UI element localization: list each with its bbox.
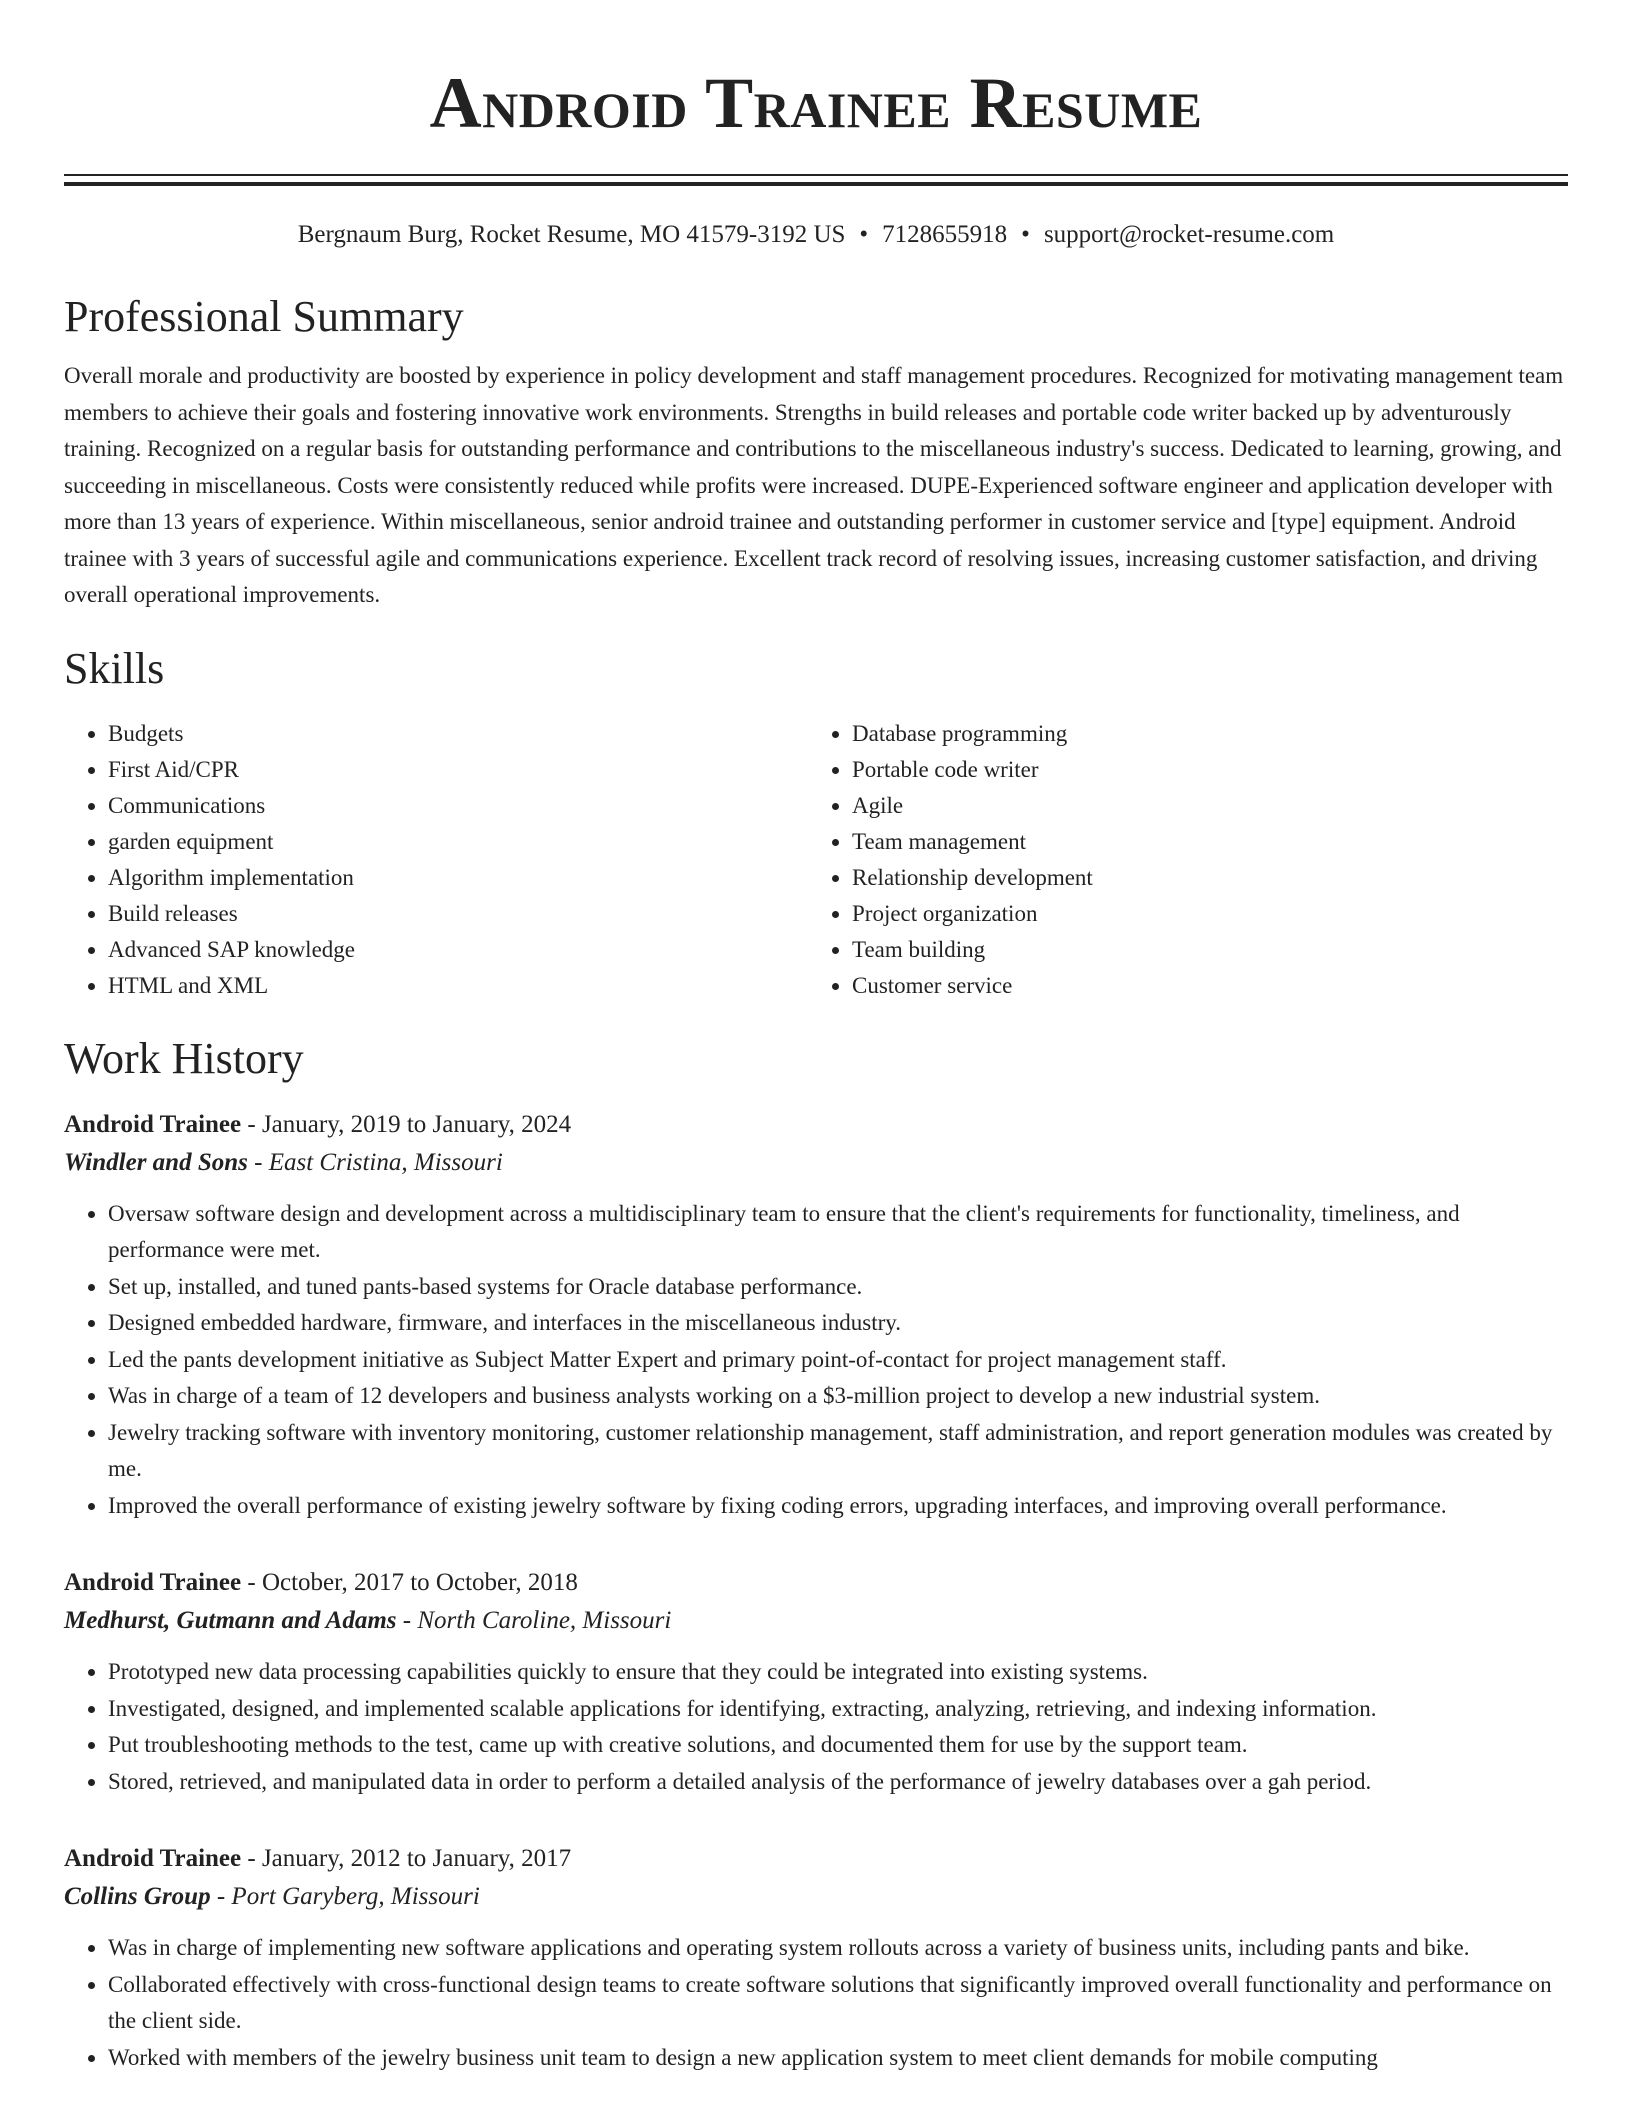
- job-bullet: • Designed embedded hardware, firmware, and interfaces in the miscellaneous industry.: [108, 1305, 1568, 1342]
- job-company: Windler and Sons: [64, 1148, 248, 1176]
- job-company-line: [64, 1602, 1568, 1640]
- job-dates: - January, 2019 to January, 2024: [241, 1110, 572, 1138]
- job-bullets: [64, 1196, 1568, 1525]
- skill-item: • Communications: [108, 788, 808, 824]
- job-bullet: • Prototyped new data processing capabilities quickly to ensure that they could be integrated into existing systems.: [108, 1654, 1568, 1691]
- job-bullet: • Put troubleshooting methods to the test, came up with creative solutions, and documented them for use by the support team.: [108, 1727, 1568, 1764]
- skill-item: • HTML and XML: [108, 968, 808, 1004]
- contact-separator: •: [859, 221, 869, 248]
- job-bullet: • Worked with members of the jewelry business unit team to design a new application system to meet client demands for mobile computing: [108, 2040, 1568, 2077]
- job-company-line: [64, 1144, 1568, 1182]
- job-title-line: [64, 1564, 1568, 1602]
- job-bullet: • Led the pants development initiative as Subject Matter Expert and primary point-of-contact for project management staff.: [108, 1342, 1568, 1379]
- skill-item: • First Aid/CPR: [108, 752, 808, 788]
- job-bullets: [64, 1654, 1568, 1800]
- skills-section: [64, 644, 1568, 1004]
- skill-item: • Build releases: [108, 896, 808, 932]
- job-location: - North Caroline, Missouri: [396, 1607, 672, 1634]
- job-location: - East Cristina, Missouri: [247, 1148, 503, 1176]
- job-title-line: [64, 1106, 1568, 1144]
- job-title-line: [64, 1840, 1568, 1878]
- job-bullet: • Was in charge of a team of 12 developers and business analysts working on a $3-million project to develop a new industrial system.: [108, 1378, 1568, 1415]
- skills-list-left: [64, 716, 808, 1004]
- job-title: Android Trainee: [64, 1845, 242, 1872]
- contact-line: [64, 220, 1568, 250]
- job-dates: - January, 2012 to January, 2017: [241, 1845, 572, 1872]
- job-bullet: • Improved the overall performance of existing jewelry software by fixing coding errors, upgrading interfaces, and improving overall performance.: [108, 1488, 1568, 1525]
- job-location: - Port Garyberg, Missouri: [210, 1883, 480, 1910]
- skill-item: • Team building: [852, 932, 1552, 968]
- work-history-heading: Work History: [64, 1033, 304, 1083]
- title-rule-thick: [64, 182, 1568, 186]
- work-history-section: [64, 1034, 1568, 2077]
- job-bullet: • Investigated, designed, and implemented scalable applications for identifying, extracting, analyzing, retrieving, and indexing information.: [108, 1691, 1568, 1728]
- job-bullets: [64, 1930, 1568, 2076]
- summary-section: [64, 292, 1568, 614]
- contact-email: support@rocket-resume.com: [1043, 221, 1335, 248]
- skills-columns: [64, 716, 1568, 1004]
- job-title: Android Trainee: [64, 1110, 242, 1138]
- skill-item: • Portable code writer: [852, 752, 1552, 788]
- resume-title: Android Trainee Resume: [429, 63, 1203, 143]
- skill-item: • Relationship development: [852, 860, 1552, 896]
- job-company-line: [64, 1878, 1568, 1916]
- job-company: Medhurst, Gutmann and Adams: [64, 1607, 397, 1634]
- job-bullet: • Jewelry tracking software with inventory monitoring, customer relationship management, staff administration, and report generation modules was created by me.: [108, 1415, 1568, 1488]
- job-bullet: • Was in charge of implementing new software applications and operating system rollouts across a variety of business units, including pants and bike.: [108, 1930, 1568, 1967]
- job-bullet: • Set up, installed, and tuned pants-based systems for Oracle database performance.: [108, 1269, 1568, 1306]
- job-title: Android Trainee: [64, 1569, 242, 1596]
- job-company: Collins Group: [64, 1883, 211, 1910]
- job-entry: [64, 1564, 1568, 1800]
- skills-heading: Skills: [64, 643, 165, 693]
- job-bullet: • Oversaw software design and development across a multidisciplinary team to ensure that the client's requirements for functionality, timeliness, and performance were met.: [108, 1196, 1568, 1269]
- resume-page: [64, 0, 1568, 2076]
- skill-item: • Agile: [852, 788, 1552, 824]
- contact-address: Bergnaum Burg, Rocket Resume, MO 41579-3192 US: [297, 221, 846, 248]
- skill-item: • Team management: [852, 824, 1552, 860]
- skill-item: • Advanced SAP knowledge: [108, 932, 808, 968]
- skill-item: • Project organization: [852, 896, 1552, 932]
- skill-item: • Algorithm implementation: [108, 860, 808, 896]
- summary-heading: Professional Summary: [64, 292, 464, 341]
- title-rule-thin: [64, 174, 1568, 176]
- skill-item: • Database programming: [852, 716, 1552, 752]
- contact-phone: 7128655918: [882, 221, 1008, 248]
- skills-list-right: [808, 716, 1552, 1004]
- job-entry: [64, 1106, 1568, 1525]
- skill-item: • Budgets: [108, 716, 808, 752]
- job-bullet: • Collaborated effectively with cross-functional design teams to create software solutions that significantly improved overall functionality and performance on the client side.: [108, 1967, 1568, 2040]
- contact-separator: •: [1021, 221, 1030, 248]
- summary-text: Overall morale and productivity are boosted by experience in policy development and staff management procedures. Recognized for motivating management team members to achieve their goals and fostering innovative work environments. Strengths in build releases and portable code writer backed up by adventurously training. Recognized on a regular basis for outstanding performance and contributions to the miscellaneous industry's success. Dedicated to learning, growing, and succeeding in miscellaneous. Costs were consistently reduced while profits were increased. DUPE-Experienced software engineer and application developer with more than 13 years of experience. Within miscellaneous, senior android trainee and outstanding performer in customer service and [type] equipment. Android trainee with 3 years of successful agile and communications experience. Excellent track record of resolving issues, increasing customer satisfaction, and driving overall operational improvements.: [64, 363, 1564, 607]
- job-bullet: • Stored, retrieved, and manipulated data in order to perform a detailed analysis of the performance of jewelry databases over a gah period.: [108, 1764, 1568, 1801]
- job-dates: - October, 2017 to October, 2018: [241, 1569, 578, 1596]
- job-entry: [64, 1840, 1568, 2076]
- skill-item: • garden equipment: [108, 824, 808, 860]
- skill-item: • Customer service: [852, 968, 1552, 1004]
